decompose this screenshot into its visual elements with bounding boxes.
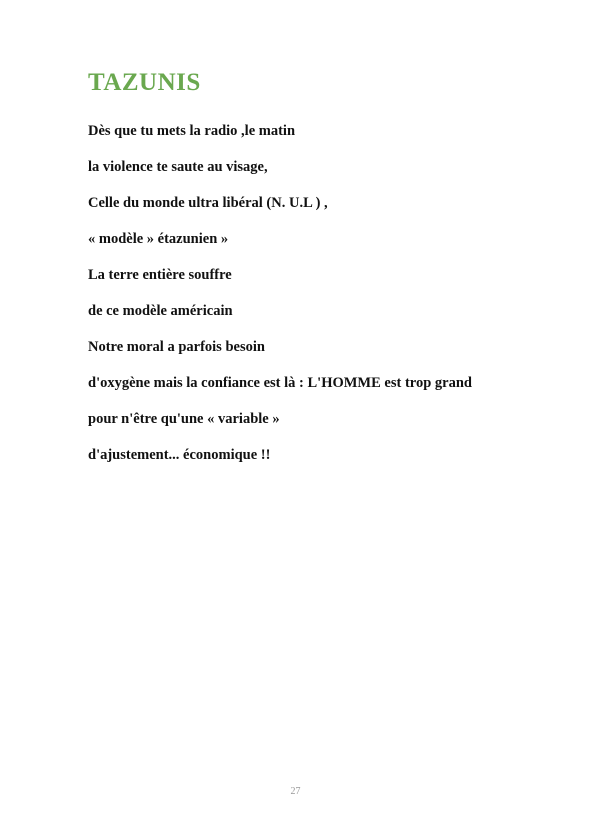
poem-line: Dès que tu mets la radio ,le matin	[88, 123, 296, 139]
page-number: 27	[290, 786, 301, 797]
poem-line: Celle du monde ultra libéral (N. U.L ) ,	[88, 195, 328, 211]
poem-line: pour n'être qu'une « variable »	[88, 411, 280, 427]
poem-body	[88, 120, 502, 480]
poem-line: d'ajustement... économique !!	[88, 447, 271, 463]
poem-line: de ce modèle américain	[88, 303, 233, 319]
poem-line: la violence te saute au visage,	[88, 159, 268, 175]
poem-title: TAZUNIS	[88, 69, 201, 96]
poem-line: d'oxygène mais la confiance est là : L'HOMME est trop grand	[88, 375, 472, 391]
poem-line: La terre entière souffre	[88, 267, 232, 283]
poem-line: « modèle » étazunien »	[88, 231, 229, 247]
poem-line: Notre moral a parfois besoin	[88, 339, 265, 355]
